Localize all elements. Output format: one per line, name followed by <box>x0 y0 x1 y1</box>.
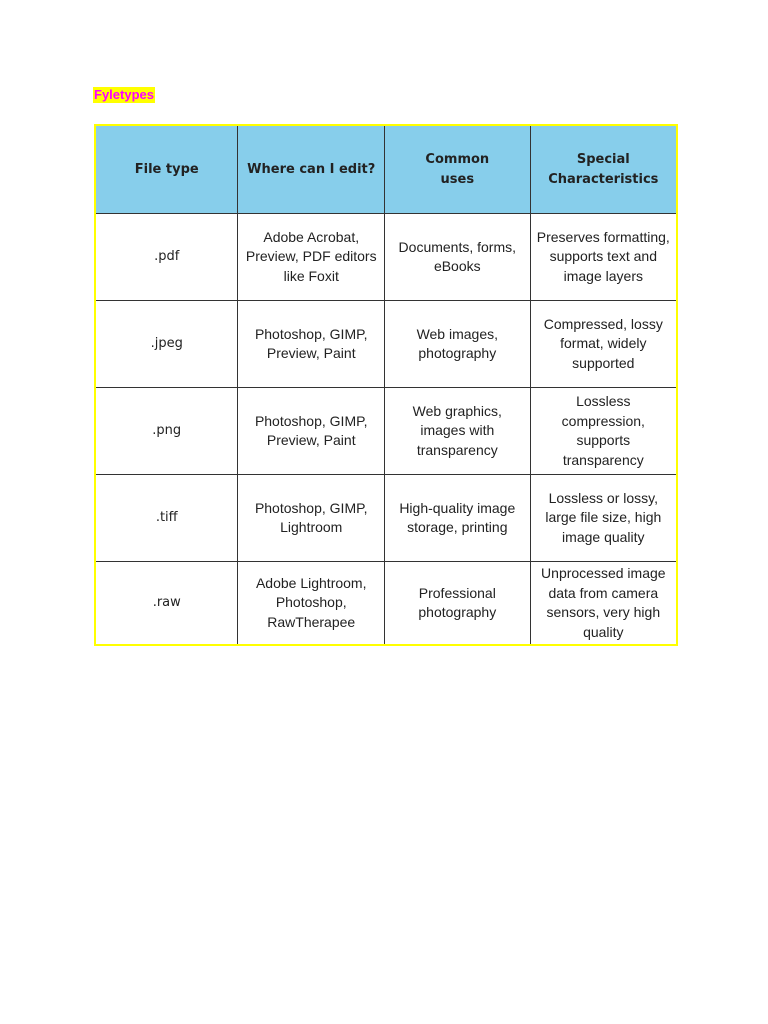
cell-special: Unprocessed image data from camera sensors, very high quality <box>530 562 677 646</box>
cell-special: Compressed, lossy format, widely supported <box>530 301 677 388</box>
cell-where-edit: Photoshop, GIMP, Preview, Paint <box>238 388 385 475</box>
cell-common-uses: Web images, photography <box>384 301 530 388</box>
cell-file-type: .jpeg <box>95 301 238 388</box>
cell-common-uses: High-quality image storage, printing <box>384 475 530 562</box>
cell-file-type: .png <box>95 388 238 475</box>
table-row <box>95 388 677 475</box>
cell-special: Preserves formatting, supports text and image layers <box>530 214 677 301</box>
header-common-uses: Common uses <box>384 125 530 214</box>
cell-file-type: .tiff <box>95 475 238 562</box>
cell-where-edit: Photoshop, GIMP, Lightroom <box>238 475 385 562</box>
cell-where-edit: Photoshop, GIMP, Preview, Paint <box>238 301 385 388</box>
filetypes-table <box>94 124 678 646</box>
cell-special: Lossless compression, supports transparency <box>530 388 677 475</box>
cell-common-uses: Web graphics, images with transparency <box>384 388 530 475</box>
table-row <box>95 301 677 388</box>
document-title: Fyletypes <box>94 87 154 102</box>
cell-common-uses: Documents, forms, eBooks <box>384 214 530 301</box>
header-special: Special Characteristics <box>530 125 677 214</box>
header-file-type: File type <box>95 125 238 214</box>
table-row <box>95 562 677 646</box>
cell-file-type: .pdf <box>95 214 238 301</box>
cell-common-uses: Professional photography <box>384 562 530 646</box>
table-row <box>95 475 677 562</box>
header-where-edit: Where can I edit? <box>238 125 385 214</box>
header-row <box>95 125 677 214</box>
table-row <box>95 214 677 301</box>
cell-where-edit: Adobe Lightroom, Photoshop, RawTherapee <box>238 562 385 646</box>
cell-where-edit: Adobe Acrobat, Preview, PDF editors like Foxit <box>238 214 385 301</box>
cell-file-type: .raw <box>95 562 238 646</box>
cell-special: Lossless or lossy, large file size, high image quality <box>530 475 677 562</box>
